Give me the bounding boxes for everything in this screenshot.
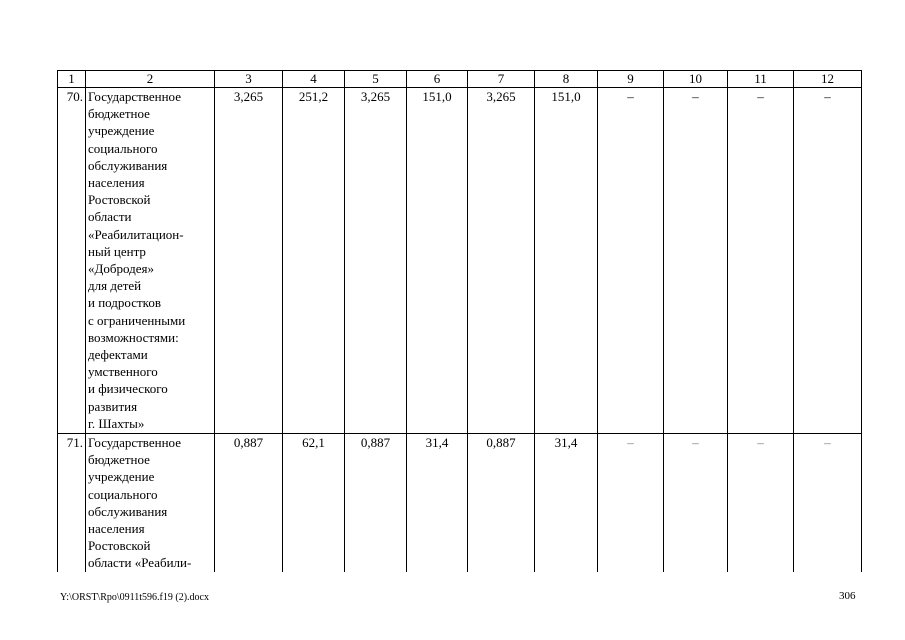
value-cell: 3,265 bbox=[468, 88, 535, 434]
value-cell: – bbox=[598, 88, 664, 434]
value-cell: 151,0 bbox=[407, 88, 468, 434]
name-line: населения bbox=[88, 175, 145, 191]
value-cell: 3,265 bbox=[345, 88, 407, 434]
name-line: дефектами bbox=[88, 347, 148, 363]
header-cell: 5 bbox=[345, 71, 407, 88]
header-cell: 3 bbox=[215, 71, 283, 88]
table-row bbox=[58, 434, 862, 572]
name-line: бюджетное bbox=[88, 452, 150, 468]
header-cell: 11 bbox=[728, 71, 794, 88]
name-line: возможностями: bbox=[88, 329, 179, 345]
header-cell: 8 bbox=[535, 71, 598, 88]
header-cell: 1 bbox=[58, 71, 86, 88]
value-cell: 3,265 bbox=[215, 88, 283, 434]
value-cell: – bbox=[728, 88, 794, 434]
value-cell: 251,2 bbox=[283, 88, 345, 434]
name-line: обслуживания bbox=[88, 503, 168, 519]
value-cell: – bbox=[664, 88, 728, 434]
header-cell: 9 bbox=[598, 71, 664, 88]
name-line: «Добродея» bbox=[88, 261, 154, 277]
name-line: Ростовской bbox=[88, 192, 151, 208]
row-number: 70. bbox=[58, 88, 86, 434]
value-cell: 31,4 bbox=[535, 434, 598, 572]
value-cell: 0,887 bbox=[215, 434, 283, 572]
header-cell: 7 bbox=[468, 71, 535, 88]
institution-name bbox=[86, 88, 215, 434]
name-line: Ростовской bbox=[88, 538, 151, 554]
header-row bbox=[58, 71, 862, 88]
value-cell: – bbox=[794, 434, 862, 572]
name-line: учреждение bbox=[88, 123, 155, 139]
name-line: социального bbox=[88, 486, 158, 502]
name-line: области bbox=[88, 209, 132, 225]
name-line: населения bbox=[88, 521, 145, 537]
value-cell: – bbox=[664, 434, 728, 572]
name-line: социального bbox=[88, 140, 158, 156]
name-line: для детей bbox=[88, 278, 142, 294]
header-cell: 12 bbox=[794, 71, 862, 88]
data-table bbox=[57, 70, 862, 572]
file-path: Y:\ORST\Rpo\0911t596.f19 (2).docx bbox=[60, 592, 209, 603]
page-number: 306 bbox=[839, 590, 856, 602]
header-cell: 6 bbox=[407, 71, 468, 88]
name-line: Государственное bbox=[88, 89, 181, 104]
name-line: ный центр bbox=[88, 243, 146, 259]
institution-name bbox=[86, 434, 215, 572]
header-cell: 2 bbox=[86, 71, 215, 88]
value-cell: 31,4 bbox=[407, 434, 468, 572]
header-cell: 4 bbox=[283, 71, 345, 88]
table-row bbox=[58, 88, 862, 434]
name-line: учреждение bbox=[88, 469, 155, 485]
value-cell: 62,1 bbox=[283, 434, 345, 572]
value-cell: 151,0 bbox=[535, 88, 598, 434]
header-cell: 10 bbox=[664, 71, 728, 88]
value-cell: – bbox=[728, 434, 794, 572]
name-line: бюджетное bbox=[88, 106, 150, 122]
row-number: 71. bbox=[58, 434, 86, 572]
name-line: с ограниченными bbox=[88, 312, 186, 328]
name-line: Государственное bbox=[88, 435, 181, 450]
value-cell: – bbox=[598, 434, 664, 572]
value-cell: – bbox=[794, 88, 862, 434]
value-cell: 0,887 bbox=[468, 434, 535, 572]
name-line: развития bbox=[88, 398, 138, 414]
name-line: «Реабилитацион- bbox=[88, 226, 184, 242]
value-cell: 0,887 bbox=[345, 434, 407, 572]
name-line: умственного bbox=[88, 364, 158, 380]
name-line: обслуживания bbox=[88, 157, 168, 173]
name-line: и физического bbox=[88, 381, 168, 397]
name-line: области «Реабили- bbox=[88, 555, 192, 571]
name-line: г. Шахты» bbox=[88, 415, 145, 431]
name-line: и подростков bbox=[88, 295, 161, 311]
